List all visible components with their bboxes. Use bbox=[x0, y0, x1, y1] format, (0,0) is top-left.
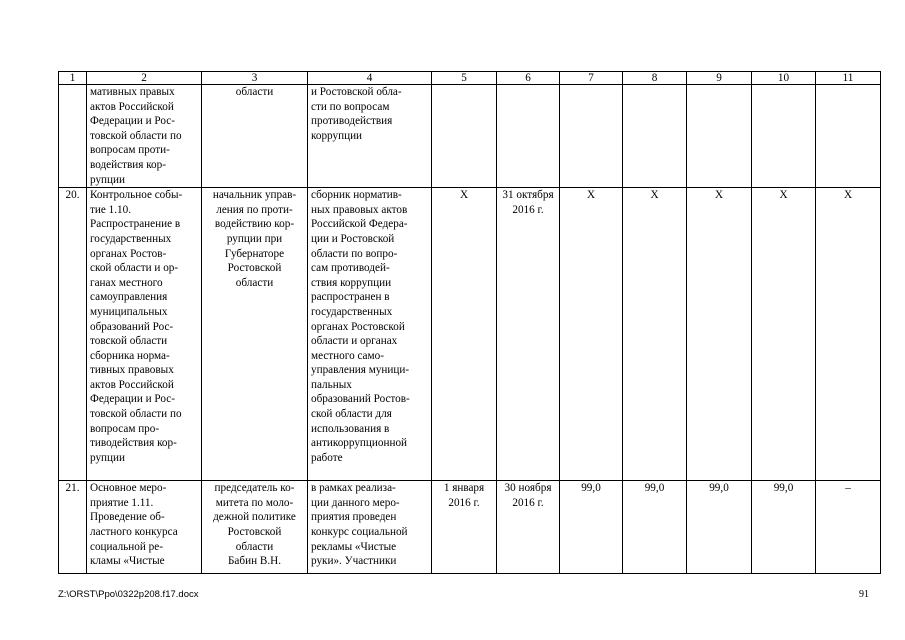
cell-text-line: руки». Участники bbox=[311, 555, 397, 568]
cell-text-line: социальной ре- bbox=[90, 540, 163, 553]
value-cell bbox=[752, 85, 816, 188]
value-cell: 99,0 bbox=[687, 481, 752, 574]
cell-text-line: товской области по bbox=[90, 408, 182, 421]
cell-text-line: товской области по bbox=[90, 129, 182, 142]
value-cell: Х bbox=[560, 188, 623, 481]
cell-text-line: Бабин В.Н. bbox=[228, 555, 281, 568]
result-cell bbox=[308, 481, 432, 574]
cell-text-line: коррупции bbox=[311, 129, 363, 142]
header-cell: 4 bbox=[308, 72, 432, 85]
cell-text-line: муниципальных bbox=[90, 305, 168, 318]
cell-text-line: 31 октября bbox=[502, 189, 554, 202]
header-cell: 1 bbox=[59, 72, 87, 85]
cell-text-line: 30 ноября bbox=[504, 482, 552, 495]
cell-text-line: тивных правовых bbox=[90, 364, 174, 377]
value-cell: Х bbox=[687, 188, 752, 481]
cell-text-line: сам противодей- bbox=[311, 262, 390, 275]
cell-text-line: Контрольное собы- bbox=[90, 189, 183, 202]
cell-text-line: ской области и ор- bbox=[90, 262, 179, 275]
cell-text-line: и Ростовской обла- bbox=[311, 86, 402, 98]
cell-text-line: 2016 г. bbox=[512, 496, 544, 509]
start-date-cell bbox=[432, 188, 497, 481]
cell-text-line: Ростовской bbox=[227, 525, 282, 538]
cell-text-line: области bbox=[235, 86, 274, 98]
end-date-cell bbox=[497, 481, 560, 574]
cell-text-line: государственных bbox=[311, 305, 393, 318]
row-number bbox=[59, 85, 87, 188]
cell-text-line: начальник управ- bbox=[212, 189, 297, 202]
cell-text-line: 1 января bbox=[443, 482, 485, 495]
row-number: 20. bbox=[59, 188, 87, 481]
cell-text-line: рупции bbox=[90, 451, 125, 464]
header-cell: 5 bbox=[432, 72, 497, 85]
table-row bbox=[59, 188, 881, 481]
cell-text-line: антикоррупционной bbox=[311, 437, 408, 450]
value-cell bbox=[623, 85, 687, 188]
start-date-cell bbox=[432, 85, 497, 188]
cell-text-line: рупции при bbox=[226, 232, 283, 245]
result-cell bbox=[308, 188, 432, 481]
cell-text-line: Ростовской bbox=[227, 262, 282, 275]
header-cell: 3 bbox=[202, 72, 308, 85]
cell-text-line: ствия коррупции bbox=[311, 276, 392, 289]
cell-text-line: приятие 1.11. bbox=[90, 496, 154, 509]
cell-text-line: государственных bbox=[90, 232, 172, 245]
header-cell: 11 bbox=[816, 72, 881, 85]
cell-text-line: вопросам про- bbox=[90, 422, 160, 435]
cell-text-line: тие 1.10. bbox=[90, 203, 132, 216]
cell-text-line: управления муници- bbox=[311, 364, 410, 377]
responsible-cell bbox=[202, 85, 308, 188]
value-cell bbox=[687, 85, 752, 188]
cell-text-line: конкурс социальной bbox=[311, 525, 408, 538]
cell-text-line: местного само- bbox=[311, 349, 384, 362]
header-cell: 2 bbox=[87, 72, 202, 85]
cell-text-line: области bbox=[235, 276, 274, 289]
responsible-cell bbox=[202, 188, 308, 481]
cell-text-line: Распространение в bbox=[90, 218, 181, 231]
cell-text-line: самоуправления bbox=[90, 291, 168, 304]
cell-text-line: области по вопро- bbox=[311, 247, 398, 260]
cell-text-line: сборник норматив- bbox=[311, 189, 402, 202]
file-path: Z:\ORST\Ppo\0322p208.f17.docx bbox=[58, 589, 199, 600]
cell-text-line: дежной политике bbox=[213, 511, 296, 524]
cell-text-line: актов Российской bbox=[90, 378, 174, 391]
event-name-cell bbox=[87, 85, 202, 188]
header-cell: 9 bbox=[687, 72, 752, 85]
table-row bbox=[59, 85, 881, 188]
cell-text-line: водействию кор- bbox=[214, 218, 295, 231]
cell-text-line: рупции bbox=[90, 173, 125, 186]
cell-text-line: Российской Федера- bbox=[311, 218, 408, 231]
event-name-cell bbox=[87, 188, 202, 481]
value-cell: Х bbox=[623, 188, 687, 481]
end-date-cell bbox=[497, 188, 560, 481]
table-row bbox=[59, 481, 881, 574]
value-cell: – bbox=[816, 481, 881, 574]
cell-text-line: ных правовых актов bbox=[311, 203, 408, 216]
cell-text-line: 2016 г. bbox=[448, 496, 480, 509]
value-cell: 99,0 bbox=[623, 481, 687, 574]
cell-text-line: Федерации и Рос- bbox=[90, 393, 175, 406]
result-cell bbox=[308, 85, 432, 188]
cell-text-line: кламы «Чистые bbox=[90, 555, 165, 568]
cell-text-line: Федерации и Рос- bbox=[90, 115, 175, 128]
cell-text-line: образований Рос- bbox=[90, 320, 174, 333]
cell-text-line: Основное меро- bbox=[90, 482, 167, 495]
value-cell: Х bbox=[816, 188, 881, 481]
cell-text-line: вопросам проти- bbox=[90, 144, 170, 157]
cell-text-line: товской области bbox=[90, 335, 168, 348]
responsible-cell bbox=[202, 481, 308, 574]
cell-text-line: 2016 г. bbox=[512, 203, 544, 216]
cell-text-line: работе bbox=[311, 451, 343, 464]
cell-text-line: противодействия bbox=[311, 115, 393, 128]
cell-text-line: актов Российской bbox=[90, 100, 174, 113]
value-cell bbox=[560, 85, 623, 188]
cell-text-line: Губернаторе bbox=[224, 247, 285, 260]
cell-text-line: Х bbox=[459, 189, 469, 202]
value-cell bbox=[816, 85, 881, 188]
cell-text-line: сти по вопросам bbox=[311, 100, 390, 113]
header-cell: 8 bbox=[623, 72, 687, 85]
cell-text-line: органах Ростов- bbox=[90, 247, 167, 260]
header-cell: 7 bbox=[560, 72, 623, 85]
cell-text-line: ганах местного bbox=[90, 276, 163, 289]
cell-text-line: области и органах bbox=[311, 335, 398, 348]
cell-text-line: образований Ростов- bbox=[311, 393, 410, 406]
end-date-cell bbox=[497, 85, 560, 188]
cell-text-line: распространен в bbox=[311, 291, 390, 304]
cell-text-line: использования в bbox=[311, 422, 390, 435]
cell-text-line: митета по моло- bbox=[215, 496, 294, 509]
cell-text-line: сборника норма- bbox=[90, 349, 170, 362]
cell-text-line: Проведение об- bbox=[90, 511, 165, 524]
cell-text-line: пальных bbox=[311, 378, 352, 391]
cell-text-line: рекламы «Чистые bbox=[311, 540, 397, 553]
cell-text-line: председатель ко- bbox=[214, 482, 295, 495]
value-cell: 99,0 bbox=[752, 481, 816, 574]
cell-text-line: ции данного меро- bbox=[311, 496, 400, 509]
cell-text-line: области bbox=[235, 540, 274, 553]
cell-text-line: ления по проти- bbox=[216, 203, 293, 216]
cell-text-line: приятия проведен bbox=[311, 511, 397, 524]
page-number: 91 bbox=[859, 589, 869, 600]
cell-text-line: тиводействия кор- bbox=[90, 437, 177, 450]
row-number: 21. bbox=[59, 481, 87, 574]
cell-text-line: ской области для bbox=[311, 408, 392, 421]
event-name-cell bbox=[87, 481, 202, 574]
cell-text-line: мативных правых bbox=[90, 86, 175, 98]
cell-text-line: водействия кор- bbox=[90, 158, 166, 171]
cell-text-line: ластного конкурса bbox=[90, 525, 178, 538]
value-cell: Х bbox=[752, 188, 816, 481]
header-row bbox=[59, 72, 881, 85]
header-cell: 10 bbox=[752, 72, 816, 85]
cell-text-line: органах Ростовской bbox=[311, 320, 405, 333]
value-cell: 99,0 bbox=[560, 481, 623, 574]
cell-text-line: ции и Ростовской bbox=[311, 232, 395, 245]
cell-text-line: в рамках реализа- bbox=[311, 482, 396, 495]
report-table bbox=[58, 71, 881, 574]
header-cell: 6 bbox=[497, 72, 560, 85]
start-date-cell bbox=[432, 481, 497, 574]
